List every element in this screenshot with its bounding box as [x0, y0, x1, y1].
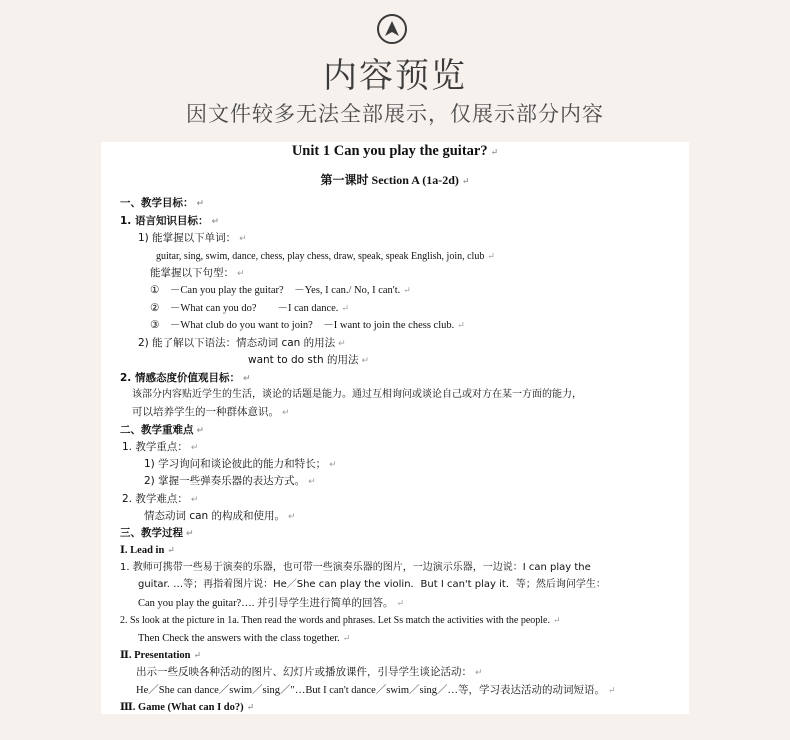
page-title: 内容预览 [323, 56, 467, 96]
text-line: 该部分内容贴近学生的生活，谈论的话题是能力。通过互相询问或谈论自己或对方在某一方面的能力， [132, 389, 582, 400]
preview-header [0, 0, 790, 140]
subsection-heading: 1. 语言知识目标： ↵ [120, 215, 219, 227]
document-title: Unit 1 Can you play the guitar? ↵ [291, 143, 499, 159]
text-line: guitar. …等；再指着图片说：He／She can play the violin．But I can't play it．等；然后询问学生： [138, 579, 606, 590]
sentence-pattern-line: ② －What can you do? －I can dance. ↵ [150, 303, 349, 314]
text-line: want to do sth 的用法 ↵ [248, 354, 370, 366]
section-heading: 一、教学目标： ↵ [120, 197, 205, 209]
up-arrow-icon [377, 14, 407, 44]
subsection-heading: Ⅰ. Lead in ↵ [120, 545, 175, 556]
text-line: 1. 教学重点： ↵ [122, 441, 199, 453]
text-line: 2) 掌握一些弹奏乐器的表达方式。 ↵ [144, 475, 316, 487]
text-line: 情态动词 can 的构成和使用。 ↵ [144, 510, 296, 522]
section-heading: 二、教学重难点 ↵ [120, 424, 205, 436]
text-line: 出示一些反映各种活动的图片、幻灯片或播放课件，引导学生谈论活动： ↵ [136, 666, 483, 678]
text-line: 2. Ss look at the picture in 1a. Then read the words and phrases. Let Ss match the activities with the people. ↵ [120, 615, 561, 626]
text-line: 1) 能掌握以下单词： ↵ [138, 232, 247, 244]
document-preview [101, 142, 689, 714]
text-line: 1. 教师可携带一些易于演奏的乐器，也可带一些演奏乐器的图片，一边演示乐器，一边说：I can play the [120, 562, 591, 573]
text-line: 能掌握以下句型： ↵ [150, 267, 245, 279]
text-line: Can you play the guitar?…. 并引导学生进行简单的回答。 ↵ [138, 598, 405, 609]
subsection-heading: Ⅲ. Game (What can I do?) ↵ [120, 702, 255, 713]
text-line: 2) 能了解以下语法：情态动词 can 的用法 ↵ [138, 337, 346, 349]
section-heading: 三、教学过程 ↵ [120, 527, 194, 539]
text-line: 可以培养学生的一种群体意识。 ↵ [132, 406, 290, 418]
subsection-heading: 2. 情感态度价值观目标： ↵ [120, 372, 251, 384]
text-line: Then Check the answers with the class together. ↵ [138, 633, 351, 644]
page-subtitle: 因文件较多无法全部展示，仅展示部分内容 [186, 102, 604, 126]
text-line: 2. 教学难点： ↵ [122, 493, 199, 505]
text-line: 1) 学习询问和谈论彼此的能力和特长； ↵ [144, 458, 337, 470]
vocabulary-line: guitar, sing, swim, dance, chess, play chess, draw, speak, speak English, join, club ↵ [156, 251, 495, 262]
sentence-pattern-line: ③ －What club do you want to join? －I want to join the chess club. ↵ [150, 320, 465, 331]
subsection-heading: Ⅱ. Presentation ↵ [120, 650, 202, 661]
sentence-pattern-line: ① －Can you play the guitar? －Yes, I can./ No, I can't. ↵ [150, 285, 411, 296]
text-line: He／She can dance／swim／sing／"…But I can't dance／swim／sing／…等，学习表达活动的动词短语。 ↵ [136, 685, 616, 696]
document-subtitle: 第一课时 Section A (1a-2d) ↵ [320, 173, 470, 187]
